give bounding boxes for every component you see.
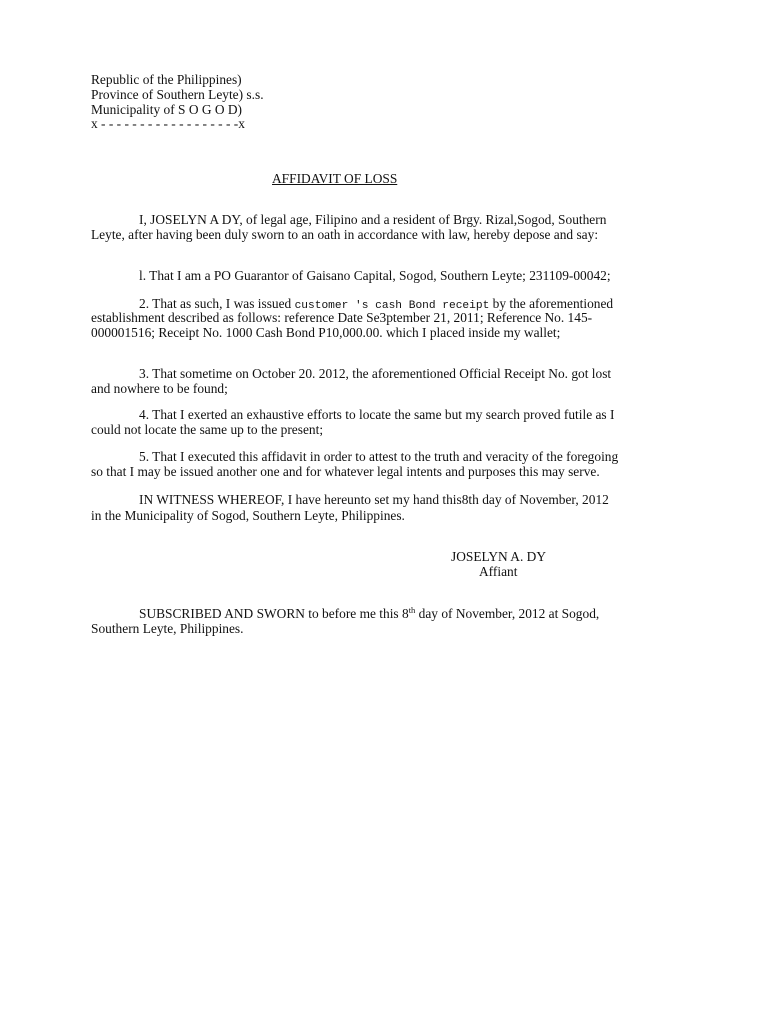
para-2-line-2: establishment described as follows: reference Date Se3ptember 21, 2011; Reference No. 145- (91, 310, 593, 325)
jurat-line-2: Southern Leyte, Philippines. (91, 621, 244, 636)
para-4-line-1: 4. That I exerted an exhaustive efforts to locate the same but my search proved futile as I (139, 407, 615, 422)
venue-municipality: Municipality of S O G O D) (91, 102, 243, 117)
jurat-line-1-end: day of November, 2012 at Sogod, (415, 606, 600, 621)
affiant-label: Affiant (479, 564, 518, 579)
witness-line-2: in the Municipality of Sogod, Southern Leyte, Philippines. (91, 508, 405, 523)
venue-province: Province of Southern Leyte) s.s. (91, 87, 264, 102)
para-2-receipt-type: customer 's cash Bond receipt (294, 300, 490, 312)
para-2-line-1-start: 2. That as such, I was issued (139, 296, 295, 311)
para-2-line-3: 000001516; Receipt No. 1000 Cash Bond P10,000.00. which I placed inside my wallet; (91, 325, 561, 340)
para-5-line-2: so that I may be issued another one and for whatever legal intents and purposes this may serve. (91, 464, 600, 479)
para-1-line-1: l. That I am a PO Guarantor of Gaisano Capital, Sogod, Southern Leyte; 231109-00042; (139, 268, 611, 283)
intro-line-1: I, JOSELYN A DY, of legal age, Filipino and a resident of Brgy. Rizal,Sogod, Southern (139, 212, 607, 227)
jurat-line-1-start: SUBSCRIBED AND SWORN to before me this 8 (139, 606, 409, 621)
para-5-line-1: 5. That I executed this affidavit in order to attest to the truth and veracity of the foregoing (139, 449, 619, 464)
venue-separator: x - - - - - - - - - - - - - - - - - -x (91, 116, 245, 131)
jurat-line-1 (139, 607, 599, 620)
para-3-line-2: and nowhere to be found; (91, 381, 228, 396)
para-3-line-1: 3. That sometime on October 20. 2012, the aforementioned Official Receipt No. got lost (139, 366, 612, 381)
intro-line-2: Leyte, after having been duly sworn to an oath in accordance with law, hereby depose and say: (91, 227, 599, 242)
document-title: AFFIDAVIT OF LOSS (272, 171, 398, 186)
para-4-line-2: could not locate the same up to the present; (91, 422, 324, 437)
para-2-line-1-end: by the aforementioned (489, 296, 614, 311)
jurat-ordinal-suffix: th (408, 605, 416, 615)
witness-line-1: IN WITNESS WHEREOF, I have hereunto set my hand this8th day of November, 2012 (139, 492, 609, 507)
venue-republic: Republic of the Philippines) (91, 72, 242, 87)
affiant-name: JOSELYN A. DY (451, 549, 547, 564)
